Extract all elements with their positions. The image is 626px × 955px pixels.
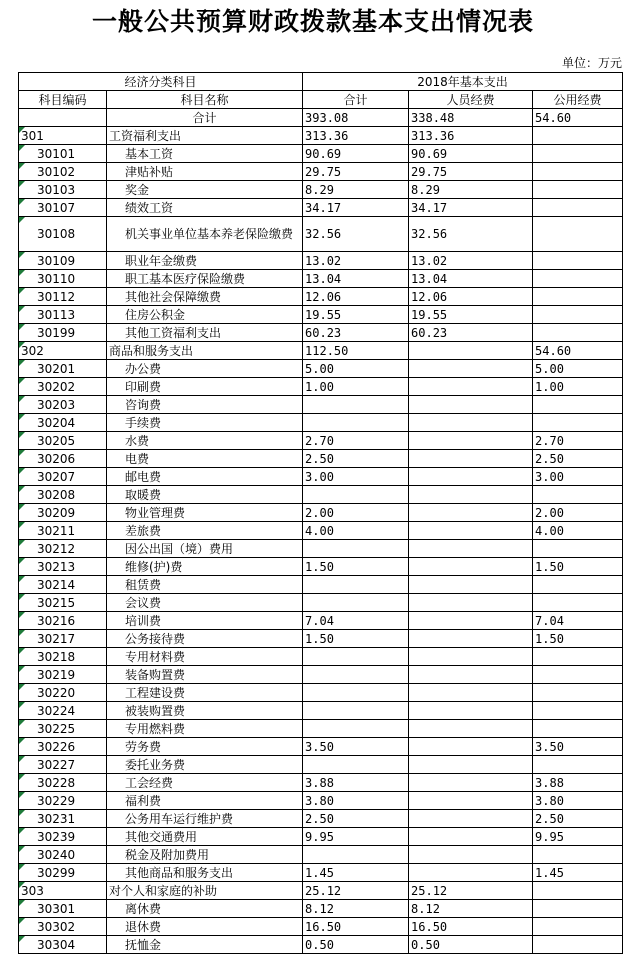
row-public [533,199,623,217]
row-public: 5.00 [533,360,623,378]
row-total: 12.06 [303,288,409,306]
table-row [19,666,623,684]
row-public [533,702,623,720]
row-name: 差旅费 [107,522,303,540]
row-public: 1.45 [533,864,623,882]
row-code: 30213 [19,558,107,576]
row-personnel [409,522,533,540]
row-total [303,684,409,702]
row-public [533,145,623,163]
row-code: 30110 [19,270,107,288]
row-code: 30215 [19,594,107,612]
row-code: 30216 [19,612,107,630]
table-row [19,810,623,828]
row-code: 30240 [19,846,107,864]
table-row [19,181,623,199]
row-public: 54.60 [533,342,623,360]
row-code: 30109 [19,252,107,270]
row-total [303,702,409,720]
table-row [19,558,623,576]
row-public: 1.50 [533,558,623,576]
row-public [533,540,623,558]
row-total: 2.50 [303,810,409,828]
table-row [19,396,623,414]
row-personnel [409,486,533,504]
row-code: 30206 [19,450,107,468]
row-name: 工程建设费 [107,684,303,702]
row-name: 税金及附加费用 [107,846,303,864]
table-row [19,792,623,810]
row-name: 其他工资福利支出 [107,324,303,342]
row-personnel: 13.02 [409,252,533,270]
row-personnel: 12.06 [409,288,533,306]
row-personnel [409,828,533,846]
row-code: 30204 [19,414,107,432]
row-personnel [409,666,533,684]
total-personnel: 338.48 [409,109,533,127]
table-row [19,774,623,792]
table-row [19,846,623,864]
table-row [19,468,623,486]
table-row [19,163,623,181]
row-total: 3.88 [303,774,409,792]
row-public [533,252,623,270]
total-public: 54.60 [533,109,623,127]
table-row [19,360,623,378]
row-name: 咨询费 [107,396,303,414]
table-row [19,378,623,396]
row-total: 5.00 [303,360,409,378]
row-personnel: 34.17 [409,199,533,217]
table-row [19,738,623,756]
row-personnel [409,648,533,666]
table-row [19,918,623,936]
row-code: 30228 [19,774,107,792]
row-code: 30229 [19,792,107,810]
row-total [303,594,409,612]
header-row-2 [19,91,623,109]
row-name: 物业管理费 [107,504,303,522]
row-code: 30219 [19,666,107,684]
table-row [19,270,623,288]
row-name: 其他社会保障缴费 [107,288,303,306]
header-row-1 [19,73,623,91]
row-name: 奖金 [107,181,303,199]
row-personnel [409,630,533,648]
row-public: 7.04 [533,612,623,630]
table-row [19,145,623,163]
row-code: 30225 [19,720,107,738]
row-code: 30304 [19,936,107,954]
table-row [19,936,623,954]
row-code: 30227 [19,756,107,774]
row-total: 2.50 [303,450,409,468]
row-personnel: 90.69 [409,145,533,163]
row-code: 30205 [19,432,107,450]
table-row [19,432,623,450]
row-total [303,846,409,864]
row-public: 2.70 [533,432,623,450]
row-name: 印刷费 [107,378,303,396]
table-row [19,199,623,217]
table-row [19,342,623,360]
row-public [533,594,623,612]
row-code: 30212 [19,540,107,558]
row-total [303,396,409,414]
row-name: 租赁费 [107,576,303,594]
row-public [533,936,623,954]
table-row [19,414,623,432]
row-code: 30218 [19,648,107,666]
row-name: 手续费 [107,414,303,432]
row-personnel [409,864,533,882]
row-name: 绩效工资 [107,199,303,217]
row-code: 30202 [19,378,107,396]
row-public: 2.00 [533,504,623,522]
row-name: 基本工资 [107,145,303,163]
row-personnel [409,396,533,414]
row-public: 3.00 [533,468,623,486]
row-public [533,414,623,432]
table-row [19,306,623,324]
row-total [303,756,409,774]
row-personnel [409,540,533,558]
row-name: 其他商品和服务支出 [107,864,303,882]
row-total: 1.45 [303,864,409,882]
row-total: 2.00 [303,504,409,522]
row-total: 13.02 [303,252,409,270]
row-name: 培训费 [107,612,303,630]
row-public [533,324,623,342]
row-name: 工资福利支出 [107,127,303,145]
row-code: 301 [19,127,107,145]
row-total: 1.50 [303,558,409,576]
row-name: 住房公积金 [107,306,303,324]
row-total [303,666,409,684]
table-row [19,450,623,468]
row-code: 30108 [19,217,107,252]
header-code: 科目编码 [19,91,107,109]
row-code: 30113 [19,306,107,324]
row-personnel [409,684,533,702]
row-total [303,648,409,666]
row-code: 30302 [19,918,107,936]
row-name: 职业年金缴费 [107,252,303,270]
row-name: 委托业务费 [107,756,303,774]
page-title: 一般公共预算财政拨款基本支出情况表 [91,7,534,36]
row-name: 公务用车运行维护费 [107,810,303,828]
row-total [303,720,409,738]
header-public: 公用经费 [533,91,623,109]
table-row [19,900,623,918]
row-personnel: 0.50 [409,936,533,954]
row-name: 福利费 [107,792,303,810]
row-personnel: 16.50 [409,918,533,936]
row-public [533,217,623,252]
row-total: 8.12 [303,900,409,918]
row-personnel [409,738,533,756]
row-total: 1.00 [303,378,409,396]
row-total [303,486,409,504]
row-personnel [409,504,533,522]
row-personnel [409,756,533,774]
row-public: 2.50 [533,810,623,828]
row-total: 9.95 [303,828,409,846]
row-name: 水费 [107,432,303,450]
header-econ-class: 经济分类科目 [19,73,303,91]
row-name: 退休费 [107,918,303,936]
row-name: 商品和服务支出 [107,342,303,360]
row-code: 30217 [19,630,107,648]
row-public: 1.00 [533,378,623,396]
row-public: 3.88 [533,774,623,792]
row-total: 3.80 [303,792,409,810]
header-basic-expenditure: 2018年基本支出 [303,73,623,91]
row-public: 3.50 [533,738,623,756]
row-total: 7.04 [303,612,409,630]
row-code: 303 [19,882,107,900]
row-code: 30102 [19,163,107,181]
row-public [533,396,623,414]
row-total: 90.69 [303,145,409,163]
row-name: 津贴补贴 [107,163,303,181]
table-row [19,684,623,702]
row-public [533,756,623,774]
row-name: 被装购置费 [107,702,303,720]
row-code: 30112 [19,288,107,306]
row-public [533,882,623,900]
table-row [19,522,623,540]
row-name: 专用材料费 [107,648,303,666]
row-code: 30224 [19,702,107,720]
row-code: 30199 [19,324,107,342]
row-name: 取暖费 [107,486,303,504]
row-public [533,846,623,864]
row-personnel: 8.12 [409,900,533,918]
row-personnel: 60.23 [409,324,533,342]
total-row [19,109,623,127]
row-public [533,306,623,324]
row-personnel: 8.29 [409,181,533,199]
row-personnel [409,792,533,810]
table-row [19,756,623,774]
row-code: 30299 [19,864,107,882]
table-row [19,217,623,252]
row-total: 1.50 [303,630,409,648]
table-row [19,486,623,504]
header-total: 合计 [303,91,409,109]
row-personnel [409,774,533,792]
row-total: 112.50 [303,342,409,360]
row-total: 2.70 [303,432,409,450]
row-name: 邮电费 [107,468,303,486]
row-public: 3.80 [533,792,623,810]
row-personnel [409,378,533,396]
row-personnel [409,468,533,486]
row-personnel: 25.12 [409,882,533,900]
row-total [303,414,409,432]
row-code: 30231 [19,810,107,828]
table-row [19,540,623,558]
row-total: 8.29 [303,181,409,199]
total-total: 393.08 [303,109,409,127]
expenditure-table [18,72,623,954]
row-personnel: 29.75 [409,163,533,181]
row-personnel [409,342,533,360]
header-name: 科目名称 [107,91,303,109]
row-personnel [409,612,533,630]
table-row [19,324,623,342]
row-personnel [409,414,533,432]
table-row [19,828,623,846]
table-row [19,127,623,145]
row-public [533,648,623,666]
table-row [19,864,623,882]
row-total: 3.00 [303,468,409,486]
row-code: 30201 [19,360,107,378]
row-code: 30209 [19,504,107,522]
row-code: 30107 [19,199,107,217]
row-name: 因公出国（境）费用 [107,540,303,558]
row-code: 30226 [19,738,107,756]
row-public: 2.50 [533,450,623,468]
row-personnel: 13.04 [409,270,533,288]
row-code: 30239 [19,828,107,846]
row-name: 对个人和家庭的补助 [107,882,303,900]
row-total: 25.12 [303,882,409,900]
row-name: 装备购置费 [107,666,303,684]
table-row [19,702,623,720]
table-row [19,252,623,270]
row-public [533,288,623,306]
row-public: 4.00 [533,522,623,540]
row-public [533,918,623,936]
row-name: 公务接待费 [107,630,303,648]
row-public [533,181,623,199]
table-row [19,630,623,648]
row-total: 313.36 [303,127,409,145]
row-name: 其他交通费用 [107,828,303,846]
row-public [533,666,623,684]
row-personnel [409,720,533,738]
row-code: 30207 [19,468,107,486]
row-code: 30220 [19,684,107,702]
row-public [533,163,623,181]
row-personnel [409,450,533,468]
row-name: 离休费 [107,900,303,918]
table-row [19,648,623,666]
row-total: 4.00 [303,522,409,540]
row-personnel [409,576,533,594]
row-code: 30103 [19,181,107,199]
row-total: 3.50 [303,738,409,756]
row-name: 维修(护)费 [107,558,303,576]
row-personnel [409,810,533,828]
unit-label: 单位：万元 [561,56,622,70]
row-total: 19.55 [303,306,409,324]
row-total: 32.56 [303,217,409,252]
row-total: 13.04 [303,270,409,288]
row-code: 30214 [19,576,107,594]
row-total: 0.50 [303,936,409,954]
header-personnel: 人员经费 [409,91,533,109]
row-total [303,576,409,594]
table-row [19,612,623,630]
row-public [533,486,623,504]
row-public [533,900,623,918]
row-name: 工会经费 [107,774,303,792]
row-personnel [409,432,533,450]
row-public: 1.50 [533,630,623,648]
row-code: 30208 [19,486,107,504]
row-total: 16.50 [303,918,409,936]
row-public [533,684,623,702]
table-row [19,882,623,900]
table-row [19,504,623,522]
table-row [19,288,623,306]
row-total: 34.17 [303,199,409,217]
row-public [533,270,623,288]
row-personnel: 32.56 [409,217,533,252]
row-name: 办公费 [107,360,303,378]
total-code-cell [19,109,107,127]
row-public: 9.95 [533,828,623,846]
row-personnel: 19.55 [409,306,533,324]
row-personnel [409,846,533,864]
row-name: 电费 [107,450,303,468]
row-public [533,576,623,594]
table-row [19,576,623,594]
row-public [533,720,623,738]
row-personnel [409,594,533,612]
table-row [19,720,623,738]
row-code: 30211 [19,522,107,540]
row-name: 职工基本医疗保险缴费 [107,270,303,288]
row-code: 302 [19,342,107,360]
row-personnel [409,558,533,576]
row-personnel [409,702,533,720]
row-name: 会议费 [107,594,303,612]
row-personnel: 313.36 [409,127,533,145]
total-label: 合计 [107,109,303,127]
row-name: 专用燃料费 [107,720,303,738]
table-row [19,594,623,612]
row-name: 机关事业单位基本养老保险缴费 [107,217,303,252]
row-code: 30101 [19,145,107,163]
row-public [533,127,623,145]
row-total: 60.23 [303,324,409,342]
row-total [303,540,409,558]
row-name: 劳务费 [107,738,303,756]
row-total: 29.75 [303,163,409,181]
row-code: 30301 [19,900,107,918]
row-name: 抚恤金 [107,936,303,954]
row-code: 30203 [19,396,107,414]
row-personnel [409,360,533,378]
